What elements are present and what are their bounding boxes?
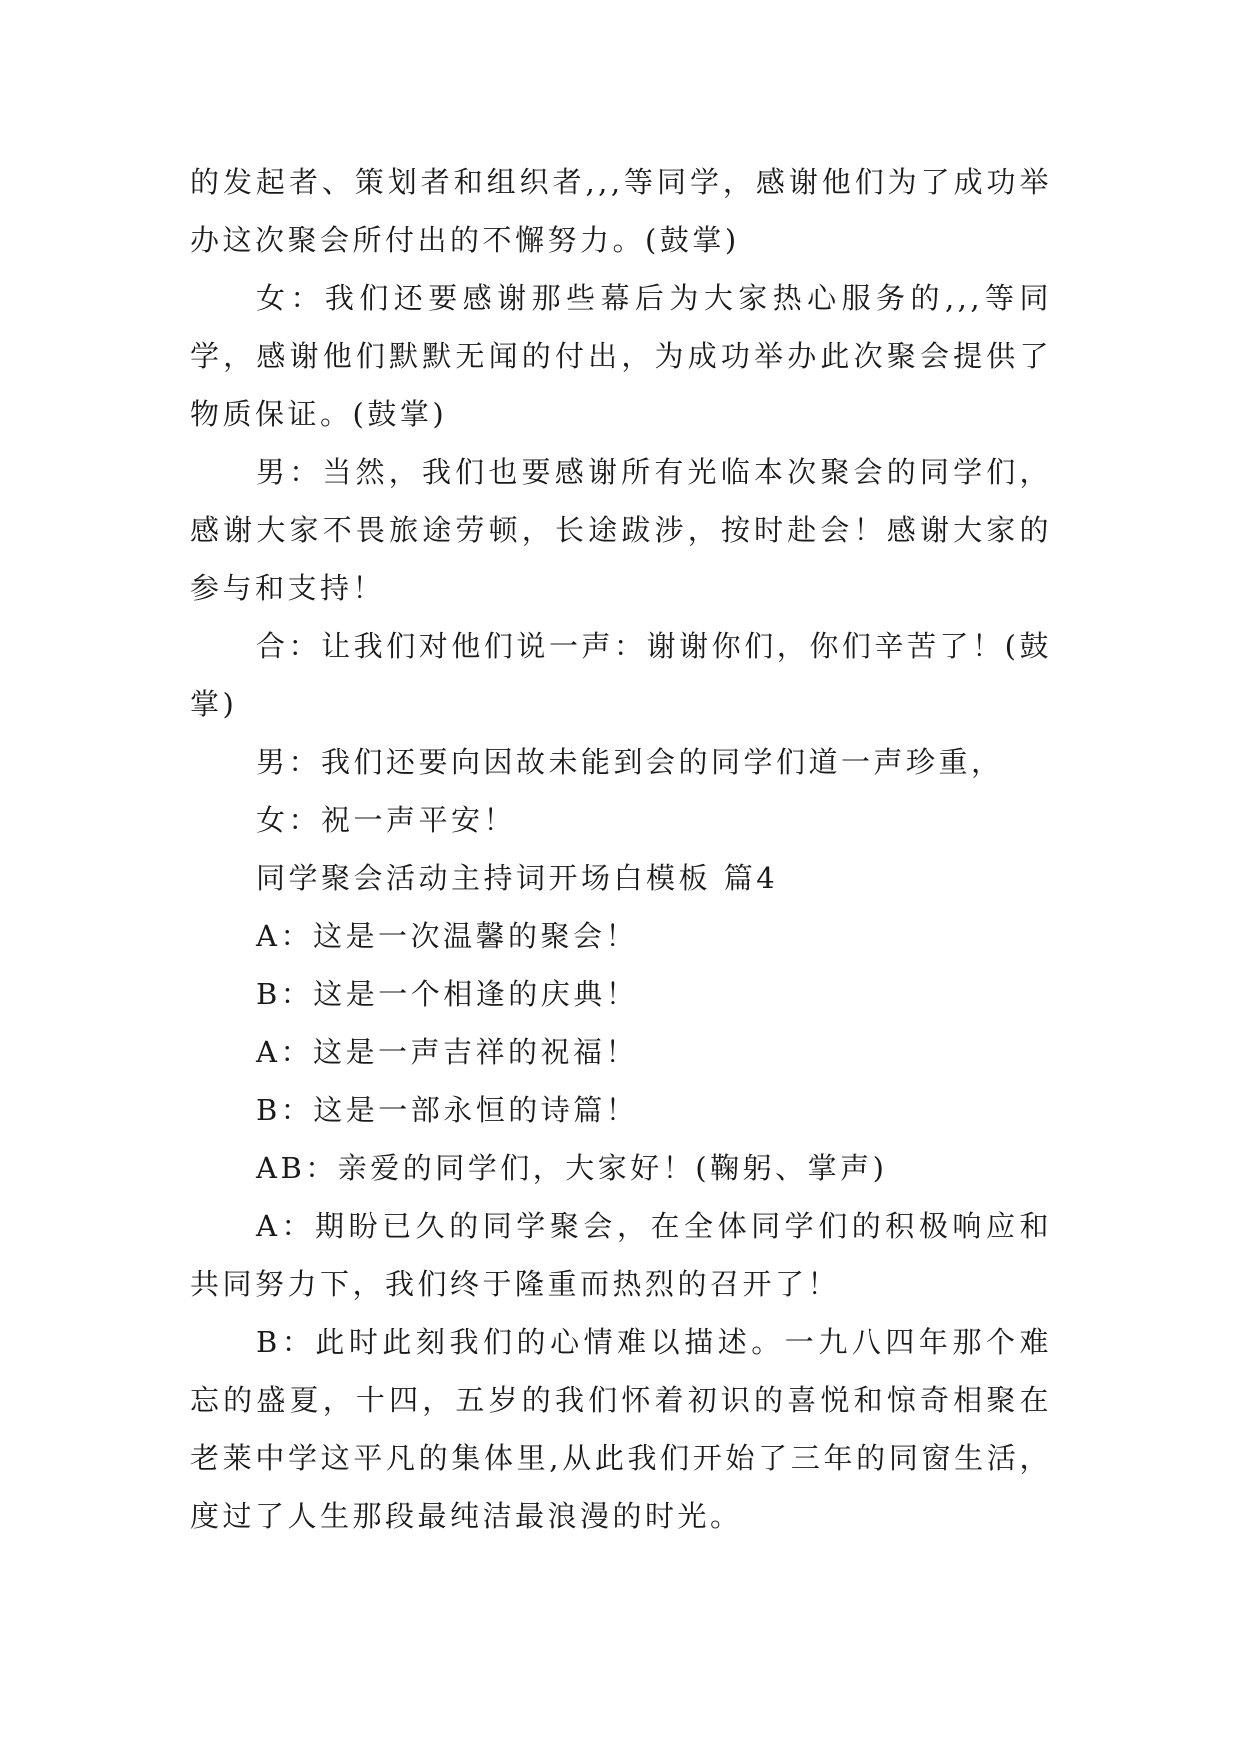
paragraph-1: 的发起者、策划者和组织者,,,等同学，感谢他们为了成功举办这次聚会所付出的不懈努力。(鼓掌) [190,165,1052,257]
paragraph-9: B：这是一个相逢的庆典！ [256,977,639,1011]
paragraph-11: B：这是一部永恒的诗篇！ [256,1093,639,1127]
paragraph-3: 男：当然，我们也要感谢所有光临本次聚会的同学们，感谢大家不畏旅途劳顿，长途跋涉，按时赴会！感谢大家的参与和支持！ [190,455,1052,605]
paragraph-10: A：这是一声吉祥的祝福！ [256,1035,638,1069]
document-body [190,153,1052,1545]
paragraph-2: 女：我们还要感谢那些幕后为大家热心服务的,,,等同学，感谢他们默默无闻的付出，为成功举办此次聚会提供了物质保证。(鼓掌) [190,281,1052,431]
paragraph-6: 女：祝一声平安！ [256,803,517,837]
paragraph-14: B：此时此刻我们的心情难以描述。一九八四年那个难忘的盛夏，十四，五岁的我们怀着初识的喜悦和惊奇相聚在老莱中学这平凡的集体里,从此我们开始了三年的同窗生活，度过了人生那段最纯洁最浪漫的时光。 [190,1325,1052,1533]
paragraph-5: 男：我们还要向因故未能到会的同学们道一声珍重， [256,745,1004,779]
paragraph-4: 合：让我们对他们说一声：谢谢你们，你们辛苦了！(鼓掌) [190,629,1052,721]
section-heading: 同学聚会活动主持词开场白模板 篇4 [256,861,779,895]
paragraph-12: AB：亲爱的同学们，大家好！(鞠躬、掌声) [256,1151,888,1185]
paragraph-13: A：期盼已久的同学聚会，在全体同学们的积极响应和共同努力下，我们终于隆重而热烈的召开了！ [190,1209,1052,1301]
paragraph-8: A：这是一次温馨的聚会！ [256,919,638,953]
